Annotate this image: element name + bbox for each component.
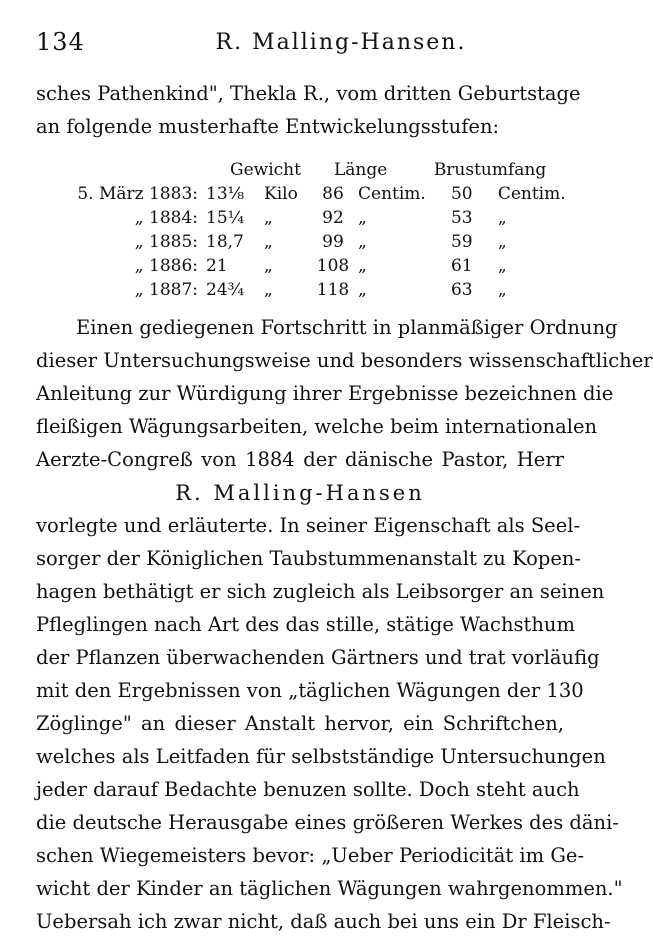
text-line: der Pflanzen überwachenden Gärtners und trat vorläufig [36, 646, 600, 669]
cell-chest-unit: „ [497, 256, 507, 276]
cell-date: „ 1884: [134, 208, 198, 228]
text-line: an folgende musterhafte Entwickelungsstufen: [36, 115, 500, 138]
table-row [72, 206, 570, 230]
cell-chest: 50 [450, 184, 473, 204]
cell-weight-unit: Kilo [264, 184, 298, 204]
cell-weight-unit: „ [264, 208, 273, 228]
text-line: Zöglinge" an dieser Anstalt hervor, ein Schriftchen, [36, 712, 564, 735]
text-line: sches Pathenkind", Thekla R., vom dritten Geburtstage [36, 82, 581, 105]
text-line: wicht der Kinder an täglichen Wägungen wahrgenommen." [36, 877, 623, 900]
growth-table [72, 158, 570, 302]
cell-length-unit: „ [358, 256, 367, 276]
cell-date: „ 1886: [134, 256, 198, 276]
table-row [72, 254, 570, 278]
cell-weight-unit: „ [264, 280, 273, 300]
text-line: hagen bethätigt er sich zugleich als Leibsorger an seinen [36, 580, 605, 603]
text-line: schen Wiegemeisters bevor: „Ueber Periodicität im Ge- [36, 844, 585, 867]
cell-length-unit: „ [358, 232, 367, 252]
text-line: sorger der Königlichen Taubstummenanstalt zu Kopen- [36, 547, 582, 570]
page-number: 134 [36, 28, 85, 56]
cell-weight: 24¾ [206, 280, 245, 300]
text-line: vorlegte und erläuterte. In seiner Eigenschaft als Seel- [36, 514, 581, 537]
cell-chest-unit: „ [497, 208, 507, 228]
header-weight: Gewicht [230, 160, 301, 180]
cell-weight: 21 [206, 256, 228, 276]
cell-length: 99 [322, 232, 344, 252]
text-line: Uebersah ich zwar nicht, daß auch bei uns ein Dr Fleisch- [36, 910, 611, 933]
cell-date: „ 1887: [134, 280, 198, 300]
cell-length: 92 [322, 208, 344, 228]
text-line: dieser Untersuchungsweise und besonders wissenschaftlicher [36, 349, 653, 372]
cell-length-unit: „ [358, 280, 367, 300]
text-line: Anleitung zur Würdigung ihrer Ergebnisse bezeichnen die [36, 382, 614, 405]
cell-date: „ 1885: [134, 232, 198, 252]
cell-chest: 53 [450, 208, 473, 228]
cell-chest: 59 [450, 232, 473, 252]
text-line: welches als Leitfaden für selbstständige Untersuchungen [36, 745, 606, 768]
text-line: mit den Ergebnissen von „täglichen Wägungen der 130 [36, 679, 584, 702]
text-line: jeder darauf Bedachte benuzen sollte. Doch steht auch [36, 778, 580, 801]
name-line: R. Malling-Hansen [175, 481, 425, 505]
cell-length: 86 [322, 184, 344, 204]
cell-weight: 13⅛ [206, 184, 245, 204]
table-row [72, 182, 570, 206]
cell-weight-unit: „ [264, 256, 273, 276]
cell-date: 5. März 1883: [77, 184, 198, 204]
cell-chest-unit: Centim. [497, 184, 566, 204]
running-head: R. Malling-Hansen. [215, 30, 467, 55]
cell-length-unit: „ [358, 208, 367, 228]
cell-weight-unit: „ [264, 232, 273, 252]
text-line: Aerzte-Congreß von 1884 der dänische Pastor, Herr [36, 448, 564, 471]
cell-chest-unit: „ [497, 232, 507, 252]
table-header-row [72, 158, 570, 182]
header-chest: Brustumfang [433, 160, 547, 180]
header-length: Länge [334, 160, 388, 180]
cell-chest-unit: „ [497, 280, 507, 300]
cell-length-unit: Centim. [358, 184, 426, 204]
cell-weight: 15¼ [206, 208, 245, 228]
cell-weight: 18,7 [206, 232, 244, 252]
text-line: Pfleglingen nach Art des das stille, stätige Wachsthum [36, 613, 575, 636]
table-row [72, 230, 570, 254]
cell-chest: 63 [450, 280, 473, 300]
text-line: Einen gediegenen Fortschritt in planmäßiger Ordnung [76, 316, 618, 339]
page-header [36, 28, 564, 60]
text-line: fleißigen Wägungsarbeiten, welche beim internationalen [36, 415, 598, 438]
cell-chest: 61 [450, 256, 473, 276]
cell-length: 118 [316, 280, 350, 300]
table-row [72, 278, 570, 302]
cell-length: 108 [316, 256, 350, 276]
text-line: die deutsche Herausgabe eines größeren Werkes des däni- [36, 811, 619, 834]
